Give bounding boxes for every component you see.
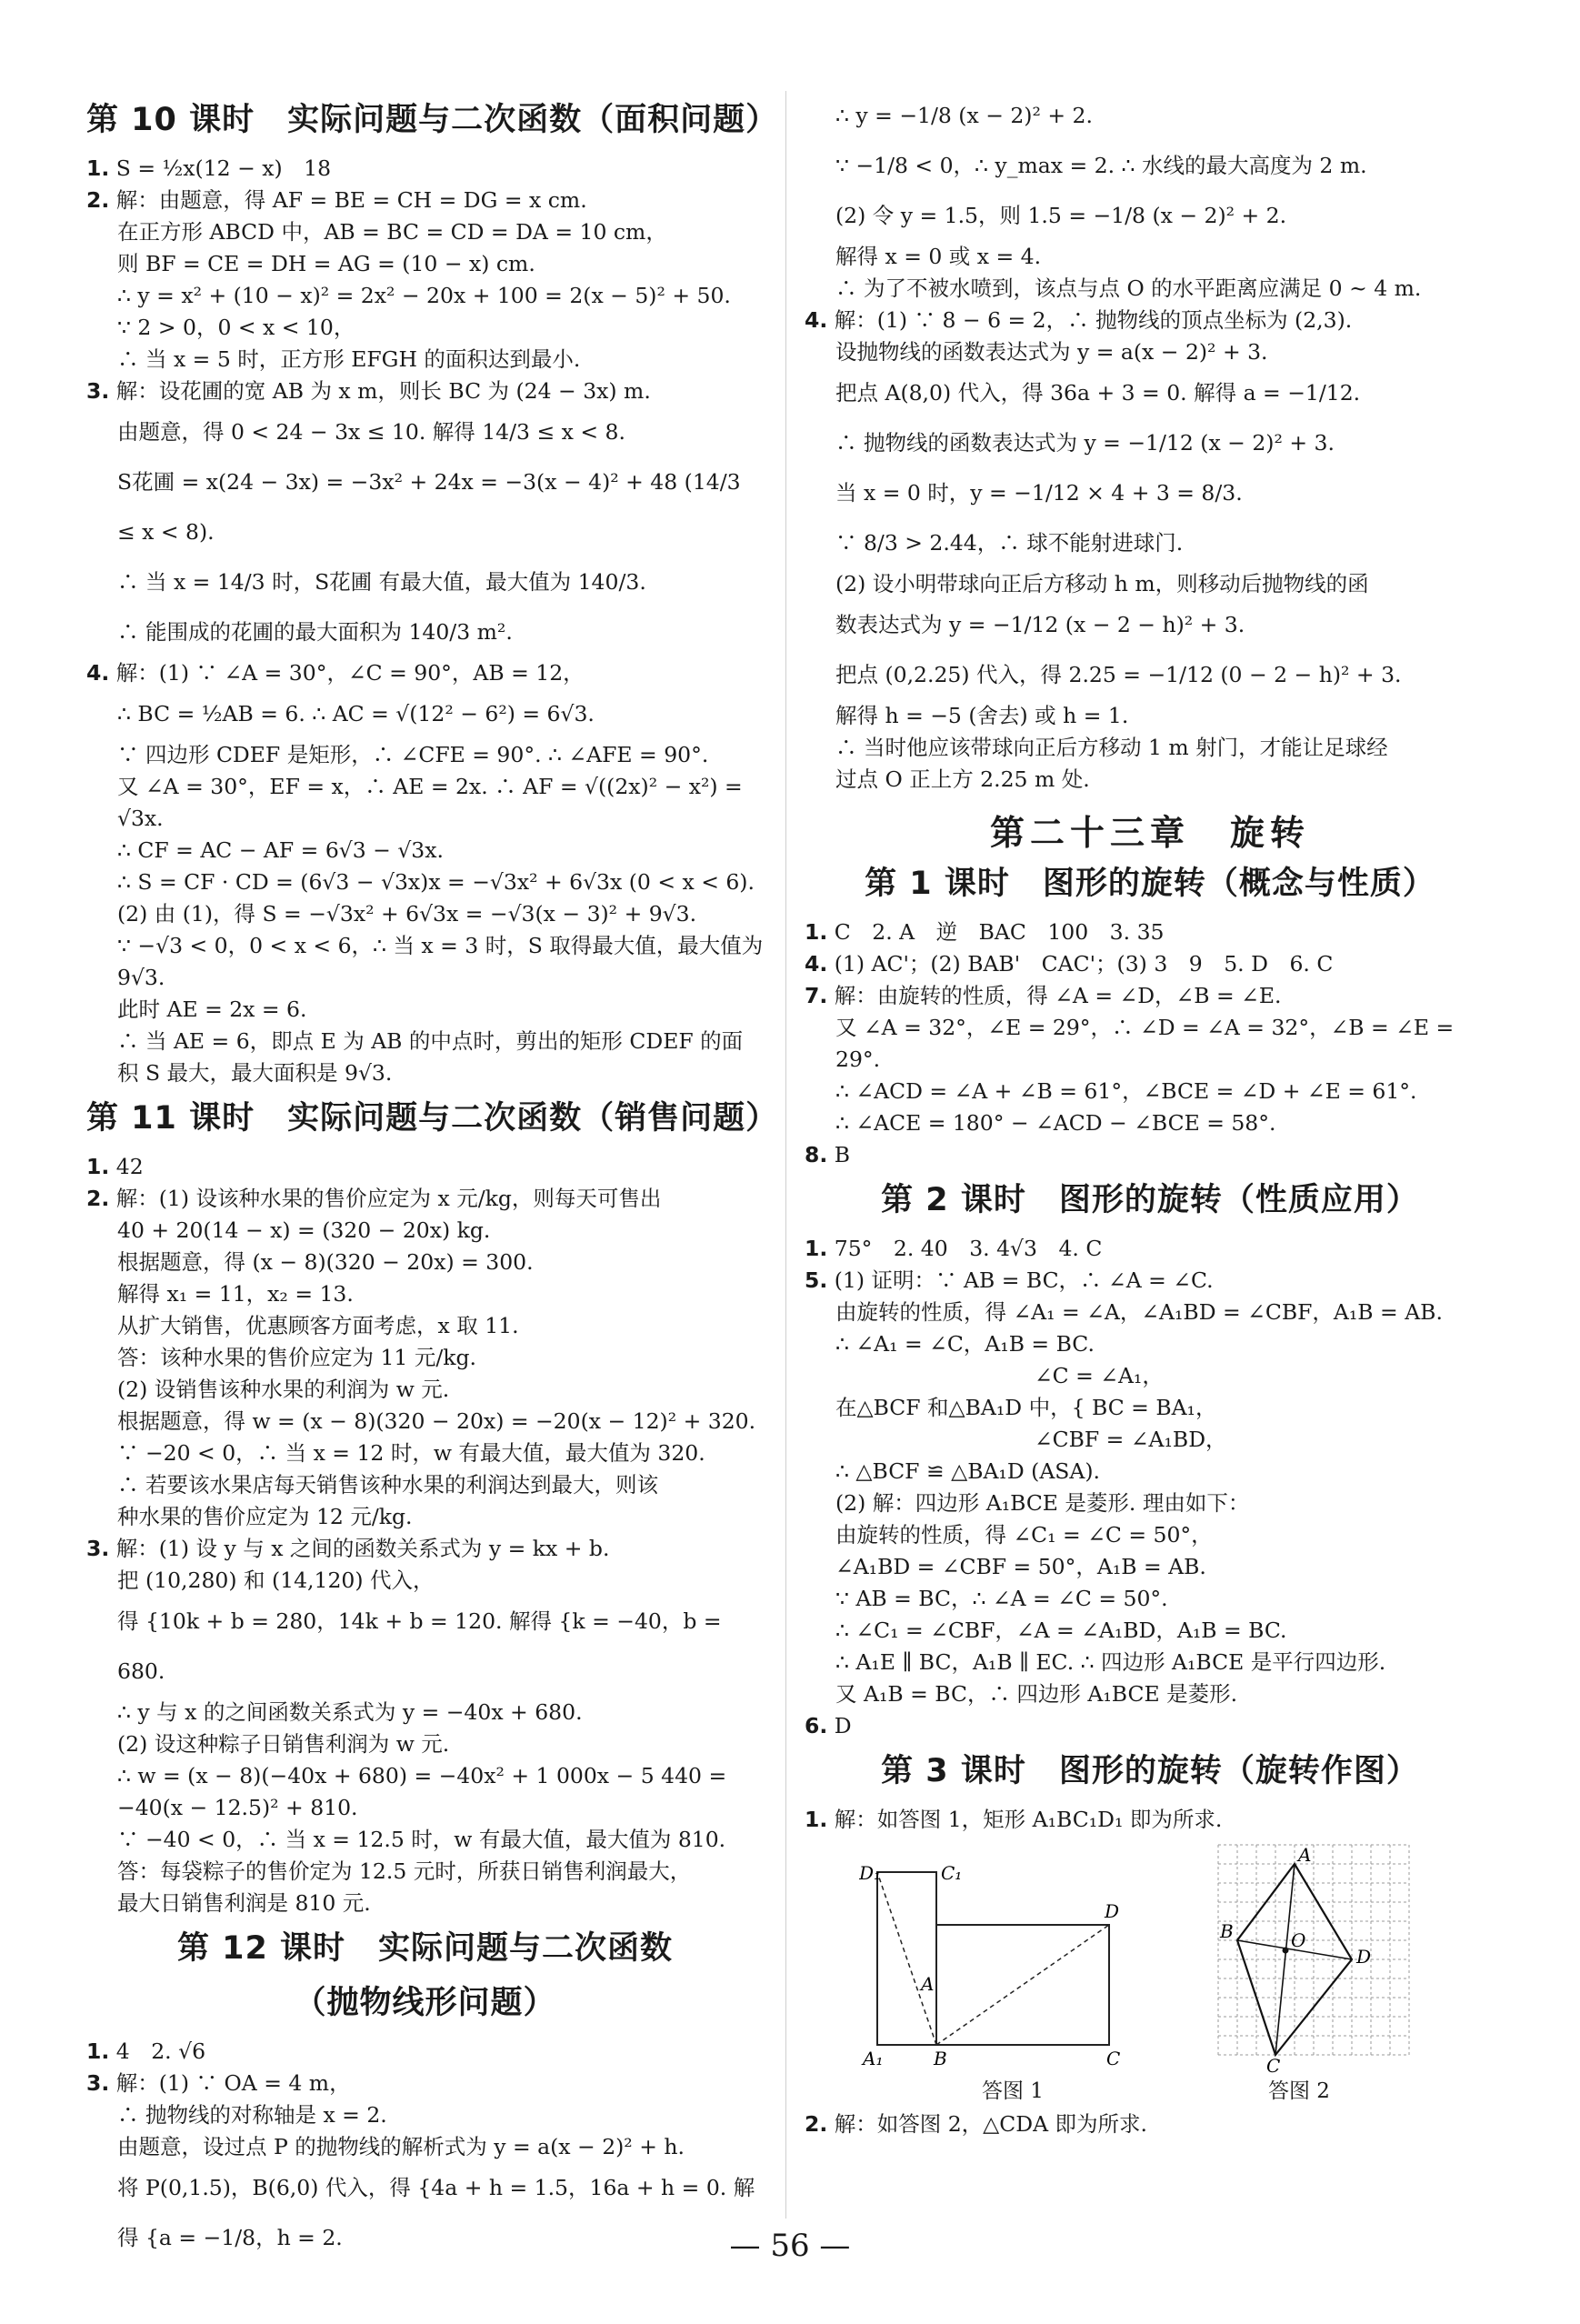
line-text: ∴ CF = AC − AF = 6√3 − √3x. <box>117 837 444 863</box>
question-line <box>86 1151 764 1183</box>
label-B: B <box>934 2048 947 2069</box>
line-text: 答：该种水果的售价应定为 11 元/kg. <box>117 1345 477 1370</box>
answer-line <box>805 1551 1495 1583</box>
line-text: 根据题意，得 (x − 8)(320 − 20x) = 300. <box>117 1249 534 1275</box>
answer-line <box>86 1597 764 1697</box>
line-text: 40 + 20(14 − x) = (320 − 20x) kg. <box>117 1217 491 1243</box>
line-text: ∠A₁BD = ∠CBF = 50°，A₁B = AB. <box>835 1554 1206 1579</box>
line-text: 将 P(0,1.5)，B(6,0) 代入，得 {4a + h = 1.5，16a + h = 0. 解得 {a = −1/8，h = 2. <box>117 2175 755 2250</box>
answer-line <box>805 1647 1495 1678</box>
question-number: 6. <box>805 1713 828 1738</box>
question-number: 4. <box>805 307 828 333</box>
question-line <box>86 2036 764 2068</box>
question-number: 3. <box>86 2070 110 2096</box>
line-text: 此时 AE = 2x = 6. <box>117 997 307 1022</box>
answer-line <box>86 1697 764 1728</box>
question-line <box>86 1183 764 1215</box>
answer-line <box>86 1792 764 1824</box>
line-text: ∠C = ∠A₁， <box>835 1363 1164 1388</box>
answer-line <box>805 418 1495 468</box>
label-C: C <box>1266 2055 1281 2077</box>
answer-line <box>86 248 764 280</box>
line-text: 又 ∠A = 30°，EF = x，∴ AE = 2x. ∴ AF = √((2x)² − x²) = √3x. <box>117 774 750 831</box>
line-text: 积 S 最大，最大面积是 9√3. <box>117 1060 393 1086</box>
question-number: 4. <box>805 951 828 977</box>
line-text: 把点 (0,2.25) 代入，得 2.25 = −1/12 (0 − 2 − h)² + 3. <box>835 662 1402 687</box>
answer-line <box>86 1888 764 1919</box>
answer-line <box>805 468 1495 518</box>
answer-line <box>86 1469 764 1501</box>
answer-line <box>86 1057 764 1089</box>
answer-line <box>805 1519 1495 1551</box>
label-O: O <box>1291 1929 1306 1951</box>
question-line <box>805 917 1495 948</box>
label-A: A <box>1298 1844 1312 1866</box>
answer-line <box>805 1012 1495 1076</box>
label-C: C <box>1106 2048 1121 2069</box>
line-text: 当 x = 0 时，y = −1/12 × 4 + 3 = 8/3. <box>835 480 1243 506</box>
line-text: ∴ 当时他应该带球向正后方移动 1 m 射门，才能让足球经 <box>835 735 1388 760</box>
answer-line <box>805 568 1495 600</box>
answer-line <box>86 407 764 457</box>
answer-figures <box>805 1836 1495 2109</box>
answer-line <box>805 1328 1495 1360</box>
answer-line <box>805 1615 1495 1647</box>
line-text: S = ½x(12 − x) 18 <box>115 155 332 181</box>
line-text: ∴ ∠ACD = ∠A + ∠B = 61°，∠BCE = ∠D + ∠E = 61°. <box>835 1078 1417 1104</box>
section-heading: 第 10 课时 实际问题与二次函数（面积问题） <box>86 102 779 138</box>
answer-line <box>86 1247 764 1278</box>
question-number: 3. <box>86 1536 110 1561</box>
line-text: 又 ∠A = 32°，∠E = 29°，∴ ∠D = ∠A = 32°，∠B = ∠E = 29°. <box>835 1015 1461 1072</box>
answer-line <box>805 1392 1495 1424</box>
section-heading: （抛物线形问题） <box>294 1985 556 2021</box>
answer-line <box>805 1107 1495 1139</box>
dashed-line-bd1 <box>877 1872 936 2045</box>
answer-line <box>86 898 764 930</box>
answer-line <box>805 191 1495 241</box>
label-C1: C₁ <box>941 1863 963 1884</box>
answer-line <box>86 216 764 248</box>
line-text: 解：由旋转的性质，得 ∠A = ∠D，∠B = ∠E. <box>834 983 1282 1008</box>
line-text: ∴ y = x² + (10 − x)² = 2x² − 20x + 100 = 2(x − 5)² + 50. <box>117 283 731 308</box>
answer-line <box>805 764 1495 796</box>
label-D: D <box>1105 1900 1120 1922</box>
line-text: 75° 2. 40 3. 4√3 4. C <box>834 1236 1103 1261</box>
question-line <box>805 980 1495 1012</box>
line-text: (2) 设这种粽子日销售利润为 w 元. <box>117 1731 450 1757</box>
question-number: 5. <box>805 1267 828 1293</box>
line-text: 种水果的售价应定为 12 元/kg. <box>117 1504 413 1529</box>
question-number: 3. <box>86 378 110 404</box>
answer-line <box>86 2131 764 2163</box>
answer-line <box>86 457 764 557</box>
line-text: 解得 x = 0 或 x = 4. <box>835 244 1042 269</box>
line-text: ∵ −20 < 0，∴ 当 x = 12 时，w 有最大值，最大值为 320. <box>117 1440 705 1466</box>
line-text: 答：每袋粽子的售价定为 12.5 元时，所获日销售利润最大， <box>117 1858 692 1884</box>
line-text: ∴ S = CF · CD = (6√3 − √3x)x = −√3x² + 6√3x (0 < x < 6). <box>117 869 755 895</box>
line-text: 在△BCF 和△BA₁D 中，{ BC = BA₁， <box>835 1395 1217 1420</box>
answer-figure-1 <box>859 1863 1150 2072</box>
line-text: ∴ 能围成的花圃的最大面积为 140/3 m². <box>117 619 513 645</box>
line-text: (1) AC'；(2) BAB' CAC'；(3) 3 9 5. D 6. C <box>834 951 1334 977</box>
answer-line <box>86 2099 764 2131</box>
answer-line <box>86 557 764 607</box>
section-heading: 第 12 课时 实际问题与二次函数 <box>176 1930 674 1967</box>
figure-2-caption: 答图 2 <box>1268 2079 1330 2103</box>
page-number: — 56 — <box>729 2228 851 2264</box>
answer-line <box>86 994 764 1026</box>
line-text: ∵ 8/3 > 2.44，∴ 球不能射进球门. <box>835 530 1184 556</box>
question-number: 1. <box>805 1807 828 1832</box>
answer-figure-2 <box>1209 1836 1418 2077</box>
question-number: 2. <box>86 1186 110 1211</box>
answer-line <box>86 1760 764 1792</box>
answer-line <box>86 1342 764 1374</box>
line-text: 过点 O 正上方 2.25 m 处. <box>835 766 1090 792</box>
line-text: −40(x − 12.5)² + 810. <box>117 1795 358 1820</box>
answer-line <box>86 312 764 344</box>
line-text: 解：(1) ∵ ∠A = 30°，∠C = 90°，AB = 12， <box>115 660 585 686</box>
answer-line <box>805 336 1495 368</box>
question-line <box>86 376 764 407</box>
answer-line <box>86 1278 764 1310</box>
line-text: (2) 设销售该种水果的利润为 w 元. <box>117 1377 450 1402</box>
question-number: 1. <box>86 1154 110 1179</box>
question-line <box>805 1139 1495 1171</box>
line-text: 数表达式为 y = −1/12 (x − 2 − h)² + 3. <box>835 612 1245 637</box>
section-heading: 第 1 课时 图形的旋转（概念与性质） <box>865 866 1435 902</box>
line-text: ∴ 当 x = 5 时，正方形 EFGH 的面积达到最小. <box>117 346 581 372</box>
line-text: 得 {10k + b = 280，14k + b = 120. 解得 {k = −40，b = 680. <box>117 1608 729 1684</box>
line-text: 解：(1) 设 y 与 x 之间的函数关系式为 y = kx + b. <box>115 1536 610 1561</box>
line-text: ∵ −√3 < 0，0 < x < 6，∴ 当 x = 3 时，S 取得最大值，最大值为 9√3. <box>117 933 770 990</box>
question-line <box>86 2068 764 2099</box>
line-text: ∴ 抛物线的对称轴是 x = 2. <box>117 2102 387 2128</box>
line-text: ∴ A₁E ∥ BC，A₁B ∥ EC. ∴ 四边形 A₁BCE 是平行四边形. <box>835 1649 1386 1675</box>
section-heading: 第 2 课时 图形的旋转（性质应用） <box>881 1182 1419 1218</box>
answer-line <box>805 650 1495 700</box>
question-line <box>86 1533 764 1565</box>
label-A: A <box>921 1973 935 1995</box>
answer-line <box>86 835 764 866</box>
answer-line <box>805 1424 1495 1456</box>
answer-line <box>86 607 764 657</box>
figure-1-caption: 答图 1 <box>982 2079 1044 2103</box>
answer-line <box>805 141 1495 191</box>
question-line <box>86 657 764 689</box>
answer-line <box>86 689 764 739</box>
section-heading: 第 11 课时 实际问题与二次函数（销售问题） <box>86 1100 779 1137</box>
line-text: 4 2. √6 <box>115 2039 206 2064</box>
line-text: (2) 设小明带球向正后方移动 h m，则移动后抛物线的函 <box>835 571 1369 596</box>
question-line <box>805 2109 1495 2140</box>
label-D1: D₁ <box>859 1863 882 1884</box>
line-text: (2) 令 y = 1.5，则 1.5 = −1/8 (x − 2)² + 2. <box>835 203 1287 228</box>
answer-line <box>805 1583 1495 1615</box>
answer-line <box>805 273 1495 305</box>
answer-line <box>86 771 764 835</box>
line-text: ∴ 为了不被水喷到，该点与点 O 的水平距离应满足 0 ~ 4 m. <box>835 275 1422 301</box>
point-o <box>1283 1948 1289 1954</box>
answer-line <box>805 1488 1495 1519</box>
rectangle-abcd <box>936 1925 1109 2045</box>
question-number: 2. <box>86 187 110 213</box>
answer-line <box>805 1456 1495 1488</box>
dashed-line-bd <box>936 1925 1109 2045</box>
line-text: ∵ 四边形 CDEF 是矩形，∴ ∠CFE = 90°. ∴ ∠AFE = 90°. <box>117 742 709 767</box>
line-text: 解：(1) ∵ 8 − 6 = 2，∴ 抛物线的顶点坐标为 (2,3). <box>834 307 1353 333</box>
line-text: 根据题意，得 w = (x − 8)(320 − 20x) = −20(x − 12)² + 320. <box>117 1408 756 1434</box>
answer-line <box>86 1310 764 1342</box>
label-A1: A₁ <box>863 2048 884 2069</box>
line-text: ∵ −1/8 < 0，∴ y_max = 2. ∴ 水线的最大高度为 2 m. <box>835 153 1367 178</box>
question-line <box>805 948 1495 980</box>
answer-line <box>805 1297 1495 1328</box>
answer-line <box>86 344 764 376</box>
line-text: 42 <box>115 1154 144 1179</box>
section-heading: 第 3 课时 图形的旋转（旋转作图） <box>881 1753 1419 1789</box>
line-text: ∴ BC = ½AB = 6. ∴ AC = √(12² − 6²) = 6√3. <box>117 701 595 726</box>
answer-line <box>86 930 770 994</box>
line-text: ∴ w = (x − 8)(−40x + 680) = −40x² + 1 000x − 5 440 = <box>117 1763 727 1788</box>
line-text: 解：(1) ∵ OA = 4 m， <box>115 2070 351 2096</box>
line-text: ∴ 若要该水果店每天销售该种水果的利润达到最大，则该 <box>117 1472 658 1498</box>
line-text: 在正方形 ABCD 中，AB = BC = CD = DA = 10 cm， <box>117 219 667 245</box>
answer-line <box>805 700 1495 732</box>
line-text: 把点 A(8,0) 代入，得 36a + 3 = 0. 解得 a = −1/12. <box>835 380 1361 406</box>
line-text: ∴ ∠ACE = 180° − ∠ACD − ∠BCE = 58°. <box>835 1110 1276 1136</box>
question-number: 1. <box>86 2039 110 2064</box>
question-line <box>805 1804 1495 1836</box>
line-text: 最大日销售利润是 810 元. <box>117 1890 371 1916</box>
line-text: 则 BF = CE = DH = AG = (10 − x) cm. <box>117 251 535 276</box>
column-divider <box>785 91 786 2219</box>
answer-line <box>805 241 1495 273</box>
question-number: 2. <box>805 2111 828 2137</box>
right-column <box>805 91 1495 2140</box>
question-number: 7. <box>805 983 828 1008</box>
answer-line <box>805 368 1495 418</box>
line-text: 解：设花圃的宽 AB 为 x m，则长 BC 为 (24 − 3x) m. <box>115 378 651 404</box>
line-text: (2) 解：四边形 A₁BCE 是菱形. 理由如下： <box>835 1490 1250 1516</box>
line-text: 解：如答图 1，矩形 A₁BC₁D₁ 即为所求. <box>834 1807 1223 1832</box>
grid <box>1218 1845 1409 2055</box>
answer-line <box>86 1824 764 1856</box>
line-text: ∴ y = −1/8 (x − 2)² + 2. <box>835 103 1093 128</box>
line-text: 由题意，设过点 P 的抛物线的解析式为 y = a(x − 2)² + h. <box>117 2134 685 2159</box>
line-text: 从扩大销售，优惠顾客方面考虑，x 取 11. <box>117 1313 519 1338</box>
answer-line <box>805 91 1495 141</box>
line-text: 解：由题意，得 AF = BE = CH = DG = x cm. <box>115 187 587 213</box>
answer-line <box>86 1565 764 1597</box>
question-line <box>805 305 1495 336</box>
line-text: S花圃 = x(24 − 3x) = −3x² + 24x = −3(x − 4)² + 48 (14/3 ≤ x < 8). <box>117 469 748 545</box>
answer-line <box>86 1856 764 1888</box>
answer-line <box>86 866 764 898</box>
line-text: C 2. A 逆 BAC 100 3. 35 <box>834 919 1165 945</box>
line-text: B <box>834 1142 851 1167</box>
line-text: D <box>834 1713 852 1738</box>
line-text: ∴ ∠C₁ = ∠CBF，∠A = ∠A₁BD，A₁B = BC. <box>835 1618 1287 1643</box>
line-text: 把 (10,280) 和 (14,120) 代入， <box>117 1568 435 1593</box>
line-text: 又 A₁B = BC，∴ 四边形 A₁BCE 是菱形. <box>835 1681 1238 1707</box>
answer-line <box>86 1437 764 1469</box>
line-text: ∴ 当 x = 14/3 时，S花圃 有最大值，最大值为 140/3. <box>117 569 646 595</box>
question-line <box>805 1710 1495 1742</box>
answer-line <box>86 1728 764 1760</box>
line-text: 解得 h = −5 (舍去) 或 h = 1. <box>835 703 1129 728</box>
question-line <box>805 1233 1495 1265</box>
answer-line <box>86 1026 764 1057</box>
answer-line <box>86 1406 764 1437</box>
line-text: ∴ y 与 x 的之间函数关系式为 y = −40x + 680. <box>117 1699 583 1725</box>
answer-line <box>86 1501 764 1533</box>
question-line <box>805 1265 1495 1297</box>
answer-line <box>805 1076 1495 1107</box>
question-number: 1. <box>805 919 828 945</box>
line-text: ∵ −40 < 0，∴ 当 x = 12.5 时，w 有最大值，最大值为 810. <box>117 1827 726 1852</box>
line-text: ∴ ∠A₁ = ∠C，A₁B = BC. <box>835 1331 1095 1357</box>
question-line <box>86 153 764 185</box>
line-text: 由旋转的性质，得 ∠C₁ = ∠C = 50°， <box>835 1522 1213 1548</box>
label-B: B <box>1220 1920 1234 1942</box>
answer-line <box>805 1678 1495 1710</box>
answer-line <box>805 732 1495 764</box>
line-text: ∠CBF = ∠A₁BD， <box>835 1427 1227 1452</box>
question-number: 4. <box>86 660 110 686</box>
question-number: 8. <box>805 1142 828 1167</box>
answer-line <box>86 1374 764 1406</box>
answer-line <box>805 600 1495 650</box>
question-line <box>86 185 764 216</box>
line-text: ∴ 抛物线的函数表达式为 y = −1/12 (x − 2)² + 3. <box>835 430 1335 456</box>
line-text: 解：如答图 2，△CDA 即为所求. <box>834 2111 1147 2137</box>
line-text: ∵ 2 > 0，0 < x < 10， <box>117 315 355 340</box>
line-text: ∴ △BCF ≌ △BA₁D (ASA). <box>835 1458 1101 1484</box>
line-text: 解得 x₁ = 11，x₂ = 13. <box>117 1281 354 1307</box>
question-number: 1. <box>805 1236 828 1261</box>
answer-line <box>805 518 1495 568</box>
line-text: (1) 证明：∵ AB = BC，∴ ∠A = ∠C. <box>834 1267 1214 1293</box>
question-number: 1. <box>86 155 110 181</box>
answer-line <box>86 280 764 312</box>
chapter-title: 第二十三章 旋转 <box>989 813 1310 853</box>
answer-line <box>86 1215 764 1247</box>
line-text: 解：(1) 设该种水果的售价应定为 x 元/kg，则每天可售出 <box>115 1186 662 1211</box>
line-text: 由题意，得 0 < 24 − 3x ≤ 10. 解得 14/3 ≤ x < 8. <box>117 419 625 445</box>
left-column <box>86 91 779 2263</box>
answer-line <box>86 739 764 771</box>
line-text: 设抛物线的函数表达式为 y = a(x − 2)² + 3. <box>835 339 1268 365</box>
line-text: ∴ 当 AE = 6，即点 E 为 AB 的中点时，剪出的矩形 CDEF 的面 <box>117 1028 744 1054</box>
line-text: (2) 由 (1)，得 S = −√3x² + 6√3x = −√3(x − 3)² + 9√3. <box>117 901 697 927</box>
answer-line <box>805 1360 1495 1392</box>
line-text: ∵ AB = BC，∴ ∠A = ∠C = 50°. <box>835 1586 1168 1611</box>
line-text: 由旋转的性质，得 ∠A₁ = ∠A，∠A₁BD = ∠CBF，A₁B = AB. <box>835 1299 1443 1325</box>
label-D: D <box>1356 1946 1372 1968</box>
